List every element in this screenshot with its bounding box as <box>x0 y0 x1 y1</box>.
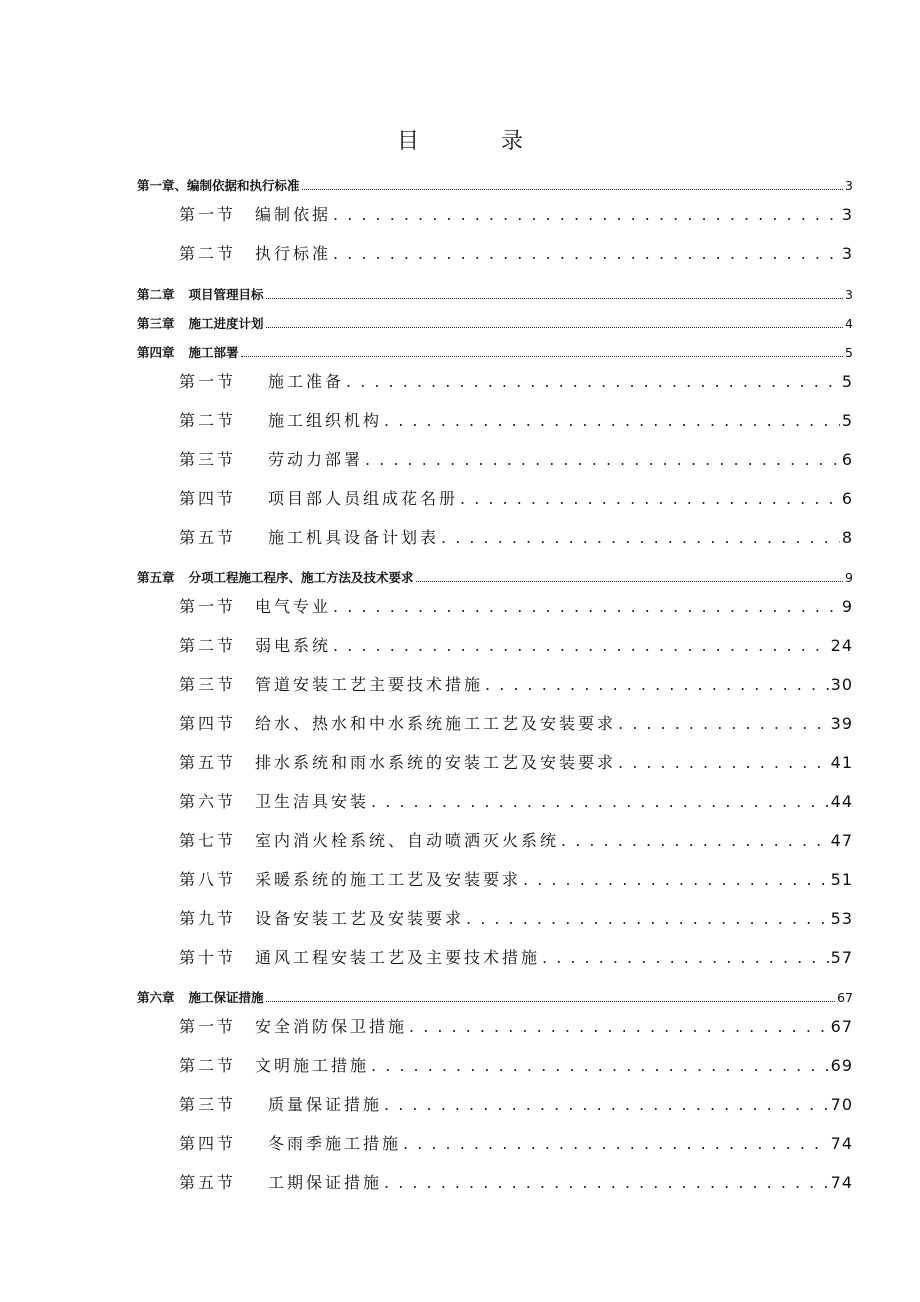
toc-section-title: 采暖系统的施工工艺及安装要求 <box>255 870 522 889</box>
toc-page-number: 9 <box>841 597 853 616</box>
toc-section-5-9[interactable] <box>179 906 853 929</box>
toc-page-number: 9 <box>845 570 853 585</box>
toc-section-1-2[interactable] <box>179 241 853 264</box>
toc-chapter-label: 第五章 <box>137 570 175 585</box>
toc-page-number: 74 <box>830 1134 853 1153</box>
toc-section-title: 质量保证措施 <box>268 1095 383 1114</box>
toc-section-label: 第四节 <box>179 714 237 733</box>
toc-page-number: 6 <box>841 450 853 469</box>
toc-section-label: 第一节 <box>179 205 237 224</box>
toc-page-number: 69 <box>830 1056 853 1075</box>
toc-section-title: 劳动力部署 <box>268 450 364 469</box>
toc-page-number: 3 <box>841 244 853 263</box>
toc-section-title: 施工准备 <box>268 372 345 391</box>
toc-leader-dots <box>333 244 840 263</box>
toc-leader-dots <box>618 753 829 772</box>
toc-section-6-1[interactable] <box>179 1014 853 1037</box>
toc-section-label: 第二节 <box>179 244 237 263</box>
toc-page-number: 3 <box>841 205 853 224</box>
toc-leader-dots <box>365 450 840 469</box>
toc-section-label: 第一节 <box>179 1017 237 1036</box>
toc-leader-dots <box>241 355 844 357</box>
toc-section-title: 文明施工措施 <box>255 1056 370 1075</box>
toc-leader-dots <box>523 870 829 889</box>
toc-page-number: 5 <box>841 372 853 391</box>
toc-section-4-5[interactable] <box>179 525 853 548</box>
toc-section-5-10[interactable] <box>179 945 853 968</box>
toc-section-5-1[interactable] <box>179 594 853 617</box>
toc-page-number: 67 <box>837 990 853 1005</box>
toc-section-6-2[interactable] <box>179 1053 853 1076</box>
toc-chapter-label: 第六章 <box>137 990 175 1005</box>
toc-leader-dots <box>542 948 829 967</box>
toc-page-number: 67 <box>830 1017 853 1036</box>
toc-section-6-3[interactable] <box>179 1092 853 1115</box>
toc-section-5-7[interactable] <box>179 828 853 851</box>
toc-leader-dots <box>266 297 844 299</box>
toc-page-number: 8 <box>841 528 853 547</box>
toc-chapter-5[interactable] <box>137 568 853 586</box>
toc-section-4-2[interactable] <box>179 408 853 431</box>
toc-leader-dots <box>403 1134 829 1153</box>
toc-page-number: 5 <box>841 411 853 430</box>
toc-chapter-label: 第一章、编制依据和执行标准 <box>137 178 300 193</box>
toc-section-4-4[interactable] <box>179 486 853 509</box>
toc-leader-dots <box>441 528 840 547</box>
toc-leader-dots <box>384 1095 829 1114</box>
toc-section-4-1[interactable] <box>179 369 853 392</box>
toc-page-number: 44 <box>830 792 853 811</box>
toc-page-number: 4 <box>845 316 853 331</box>
toc-page-number: 57 <box>830 948 853 967</box>
toc-chapter-label: 第三章 <box>137 316 175 331</box>
toc-section-label: 第七节 <box>179 831 237 850</box>
toc-leader-dots <box>460 489 840 508</box>
toc-section-title: 安全消防保卫措施 <box>255 1017 408 1036</box>
toc-section-label: 第一节 <box>179 372 237 391</box>
toc-section-label: 第八节 <box>179 870 237 889</box>
toc-chapter-title: 施工保证措施 <box>188 990 264 1005</box>
toc-section-title: 通风工程安装工艺及主要技术措施 <box>255 948 541 967</box>
toc-leader-dots <box>371 792 829 811</box>
toc-chapter-title: 施工进度计划 <box>188 316 264 331</box>
toc-chapter-3[interactable] <box>137 314 853 332</box>
toc-section-title: 管道安装工艺主要技术措施 <box>255 675 484 694</box>
toc-section-label: 第六节 <box>179 792 237 811</box>
toc-leader-dots <box>466 909 829 928</box>
toc-section-label: 第三节 <box>179 450 237 469</box>
toc-section-title: 电气专业 <box>255 597 332 616</box>
toc-section-label: 第九节 <box>179 909 237 928</box>
toc-leader-dots <box>371 1056 829 1075</box>
toc-leader-dots <box>346 372 840 391</box>
toc-leader-dots <box>333 205 840 224</box>
toc-section-5-4[interactable] <box>179 711 853 734</box>
toc-section-5-3[interactable] <box>179 672 853 695</box>
toc-page-number: 51 <box>830 870 853 889</box>
toc-page-number: 39 <box>830 714 853 733</box>
page-title: 目 录 <box>396 129 553 154</box>
toc-section-title: 排水系统和雨水系统的安装工艺及安装要求 <box>255 753 617 772</box>
toc-leader-dots <box>384 411 840 430</box>
toc-section-label: 第二节 <box>179 636 237 655</box>
toc-chapter-2[interactable] <box>137 285 853 303</box>
toc-leader-dots <box>333 636 829 655</box>
toc-section-1-1[interactable] <box>179 202 853 225</box>
toc-leader-dots <box>302 188 844 190</box>
toc-page-number: 53 <box>830 909 853 928</box>
toc-leader-dots <box>416 580 844 582</box>
toc-page-number: 30 <box>830 675 853 694</box>
toc-section-title: 弱电系统 <box>255 636 332 655</box>
toc-section-title: 室内消火栓系统、自动喷洒灭火系统 <box>255 831 560 850</box>
toc-section-label: 第二节 <box>179 1056 237 1075</box>
toc-chapter-4[interactable] <box>137 343 853 361</box>
toc-chapter-label: 第四章 <box>137 345 175 360</box>
toc-leader-dots <box>561 831 829 850</box>
toc-page-number: 70 <box>830 1095 853 1114</box>
toc-page-number: 41 <box>830 753 853 772</box>
toc-leader-dots <box>266 326 844 328</box>
toc-section-label: 第一节 <box>179 597 237 616</box>
toc-section-label: 第三节 <box>179 675 237 694</box>
toc-section-label: 第五节 <box>179 528 237 547</box>
toc-page-number: 74 <box>830 1173 853 1192</box>
toc-section-title: 项目部人员组成花名册 <box>268 489 459 508</box>
toc-section-label: 第五节 <box>179 753 237 772</box>
toc-leader-dots <box>485 675 829 694</box>
toc-section-title: 编制依据 <box>255 205 332 224</box>
toc-leader-dots <box>384 1173 829 1192</box>
toc-section-label: 第四节 <box>179 1134 237 1153</box>
toc-chapter-title: 施工部署 <box>188 345 239 360</box>
toc-leader-dots <box>409 1017 829 1036</box>
toc-chapter-label: 第二章 <box>137 287 175 302</box>
toc-section-title: 工期保证措施 <box>268 1173 383 1192</box>
toc-section-title: 设备安装工艺及安装要求 <box>255 909 465 928</box>
toc-section-label: 第十节 <box>179 948 237 967</box>
toc-section-5-6[interactable] <box>179 789 853 812</box>
toc-section-title: 卫生洁具安装 <box>255 792 370 811</box>
toc-section-6-4[interactable] <box>179 1131 853 1154</box>
toc-page-number: 3 <box>845 287 853 302</box>
toc-section-6-5[interactable] <box>179 1170 853 1193</box>
toc-section-5-5[interactable] <box>179 750 853 773</box>
toc-section-title: 冬雨季施工措施 <box>268 1134 402 1153</box>
toc-page-number: 5 <box>845 345 853 360</box>
toc-chapter-1[interactable] <box>137 176 853 194</box>
toc-section-title: 给水、热水和中水系统施工工艺及安装要求 <box>255 714 617 733</box>
toc-section-title: 执行标准 <box>255 244 332 263</box>
toc-chapter-6[interactable] <box>137 988 853 1006</box>
toc-page-number: 47 <box>830 831 853 850</box>
toc-section-label: 第五节 <box>179 1173 237 1192</box>
toc-leader-dots <box>618 714 829 733</box>
toc-section-4-3[interactable] <box>179 447 853 470</box>
toc-section-title: 施工机具设备计划表 <box>268 528 440 547</box>
toc-section-5-2[interactable] <box>179 633 853 656</box>
toc-leader-dots <box>266 1000 836 1002</box>
toc-page-number: 24 <box>830 636 853 655</box>
toc-section-label: 第三节 <box>179 1095 237 1114</box>
toc-chapter-title: 分项工程施工程序、施工方法及技术要求 <box>188 570 414 585</box>
toc-section-label: 第四节 <box>179 489 237 508</box>
toc-section-5-8[interactable] <box>179 867 853 890</box>
toc-section-title: 施工组织机构 <box>268 411 383 430</box>
toc-leader-dots <box>333 597 840 616</box>
toc-chapter-title: 项目管理目标 <box>188 287 264 302</box>
toc-page-number: 6 <box>841 489 853 508</box>
toc-page-number: 3 <box>845 178 853 193</box>
toc-section-label: 第二节 <box>179 411 237 430</box>
